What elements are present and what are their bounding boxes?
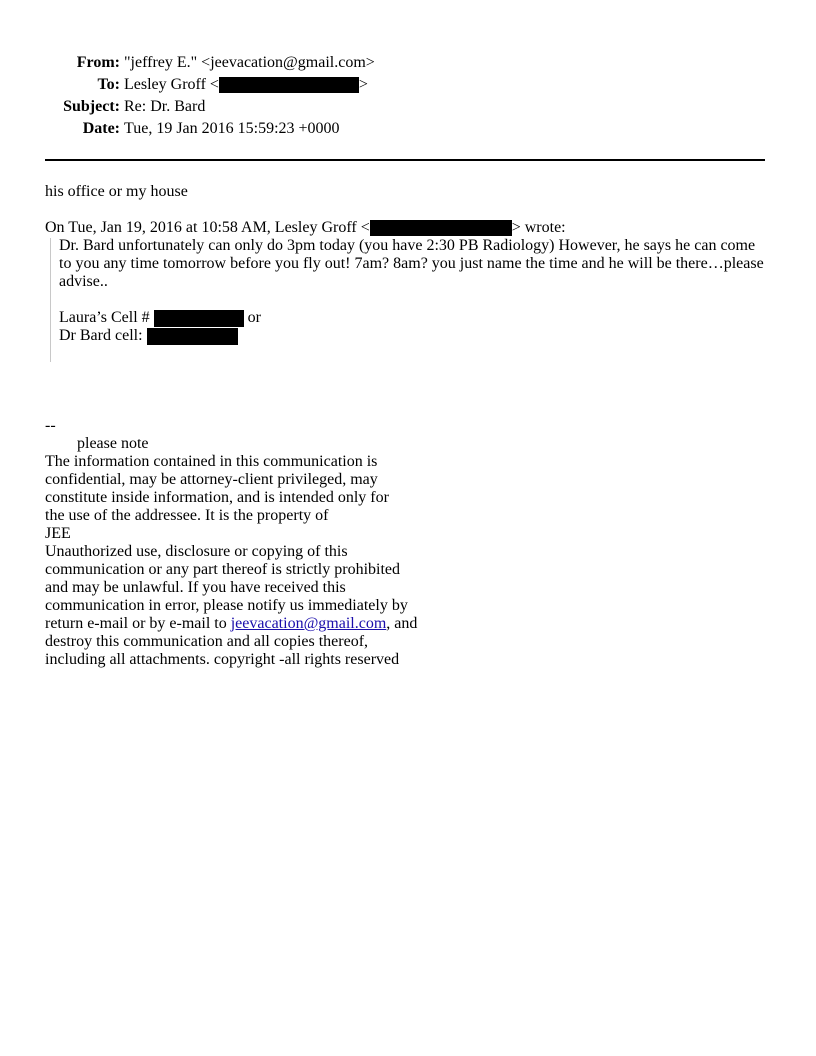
bard-label: Dr Bard cell: — [59, 327, 147, 344]
quoted-line: to you any time tomorrow before you fly out! 7am? 8am? you just name the time and he will be there…please — [59, 255, 764, 272]
signature-line: constitute inside information, and is intended only for — [45, 489, 389, 506]
signature-note: please note — [77, 435, 149, 452]
quoted-line: Dr. Bard unfortunately can only do 3pm today (you have 2:30 PB Radiology) However, he says he can come — [59, 237, 756, 254]
header-to-row — [0, 75, 816, 95]
quote-intro-suffix: > wrote: — [511, 219, 566, 236]
laura-or: or — [243, 309, 261, 326]
signature-line: including all attachments. copyright -all rights reserved — [45, 651, 400, 668]
signature-line: and may be unlawful. If you have received this — [45, 579, 346, 596]
redaction-box — [219, 77, 359, 93]
signature-line: JEE — [45, 525, 71, 542]
laura-label: Laura’s Cell # — [59, 309, 154, 326]
signature-dashes: -- — [45, 417, 56, 434]
to-close: > — [358, 76, 368, 93]
quote-bar — [50, 238, 51, 362]
laura-cell-line — [59, 309, 261, 327]
to-name: Lesley Groff < — [124, 76, 219, 93]
date-value: Tue, 19 Jan 2016 15:59:23 +0000 — [124, 120, 340, 137]
to-value — [124, 75, 368, 95]
subject-label: Subject: — [63, 98, 120, 115]
signature-line: destroy this communication and all copies thereof, — [45, 633, 369, 650]
bard-cell-line — [59, 327, 238, 345]
quoted-line: advise.. — [59, 273, 108, 290]
signature-line: communication or any part thereof is strictly prohibited — [45, 561, 401, 578]
subject-value: Re: Dr. Bard — [124, 98, 206, 115]
signature-line: the use of the addressee. It is the property of — [45, 507, 329, 524]
reply-text: his office or my house — [45, 183, 188, 200]
signature-return-line — [45, 615, 417, 633]
redaction-box — [154, 310, 244, 327]
header-subject-row — [0, 97, 816, 117]
signature-line: The information contained in this communication is — [45, 453, 378, 470]
return-suffix: , and — [386, 615, 418, 632]
return-prefix: return e-mail or by e-mail to — [45, 615, 231, 632]
from-label: From: — [76, 54, 120, 71]
redaction-box — [147, 328, 238, 345]
quote-intro-prefix: On Tue, Jan 19, 2016 at 10:58 AM, Lesley Groff < — [45, 219, 370, 236]
date-label: Date: — [82, 120, 120, 137]
header-from-row — [0, 53, 816, 73]
from-value: "jeffrey E." <jeevacation@gmail.com> — [124, 54, 375, 71]
signature-line: Unauthorized use, disclosure or copying of this — [45, 543, 348, 560]
header-date-row — [0, 119, 816, 139]
header-divider — [45, 159, 765, 161]
email-link[interactable]: jeevacation@gmail.com — [230, 615, 387, 632]
signature-line: confidential, may be attorney-client privileged, may — [45, 471, 378, 488]
quote-intro — [45, 219, 566, 237]
redaction-box — [370, 220, 512, 236]
signature-line: communication in error, please notify us immediately by — [45, 597, 408, 614]
to-label: To: — [97, 76, 120, 93]
